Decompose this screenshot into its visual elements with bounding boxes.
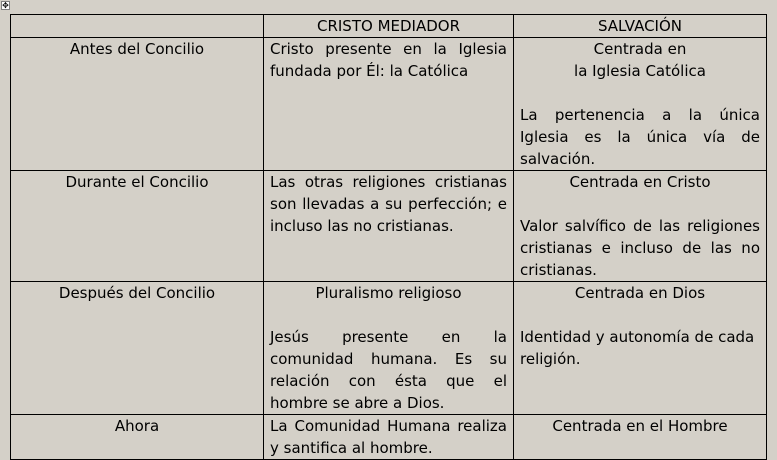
mediador-cell[interactable] — [264, 282, 514, 415]
mediador-text: Jesús presente en la comunidad humana. Es su relación con ésta que el hombre se abre a Dios. — [270, 328, 507, 412]
header-cell-cristo-mediador[interactable]: CRISTO MEDIADOR — [264, 15, 514, 38]
period-cell[interactable]: Durante el Concilio — [11, 171, 264, 282]
salvacion-title-line: Centrada en el Hombre — [552, 417, 728, 435]
salvacion-cell[interactable] — [514, 415, 767, 460]
period-cell[interactable]: Antes del Concilio — [11, 38, 264, 171]
header-row — [11, 15, 767, 38]
salvacion-title-line: la Iglesia Católica — [574, 62, 706, 80]
table-row — [11, 38, 767, 171]
mediador-text: Las otras religiones cristianas son llevadas a su perfección; e incluso las no cristianas. — [270, 173, 507, 235]
period-cell[interactable]: Ahora — [11, 415, 264, 460]
table-move-handle-icon[interactable]: ✥ — [2, 1, 9, 10]
comparison-table — [10, 14, 767, 460]
salvacion-body: Identidad y autonomía de cada religión. — [520, 328, 755, 368]
salvacion-cell[interactable] — [514, 171, 767, 282]
mediador-cell[interactable] — [264, 171, 514, 282]
salvacion-title-line: Centrada en Cristo — [569, 173, 711, 191]
table-row — [11, 282, 767, 415]
mediador-text: Cristo presente en la Iglesia fundada por Él: la Católica — [270, 40, 507, 80]
table-row — [11, 415, 767, 460]
salvacion-body: Valor salvífico de las religiones cristianas e incluso de las no cristianas. — [520, 217, 760, 279]
header-cell-empty[interactable] — [11, 15, 264, 38]
salvacion-cell[interactable] — [514, 282, 767, 415]
salvacion-cell[interactable] — [514, 38, 767, 171]
header-cell-salvacion[interactable]: SALVACIÓN — [514, 15, 767, 38]
mediador-cell[interactable] — [264, 415, 514, 460]
mediador-cell[interactable] — [264, 38, 514, 171]
mediador-title: Pluralismo religioso — [315, 284, 462, 302]
mediador-text: La Comunidad Humana realiza y santifica al hombre. — [270, 417, 507, 457]
period-cell[interactable]: Después del Concilio — [11, 282, 264, 415]
table-row — [11, 171, 767, 282]
salvacion-body: La pertenencia a la única Iglesia es la única vía de salvación. — [520, 106, 760, 168]
salvacion-title-line: Centrada en — [593, 40, 687, 58]
salvacion-title-line: Centrada en Dios — [574, 284, 706, 302]
